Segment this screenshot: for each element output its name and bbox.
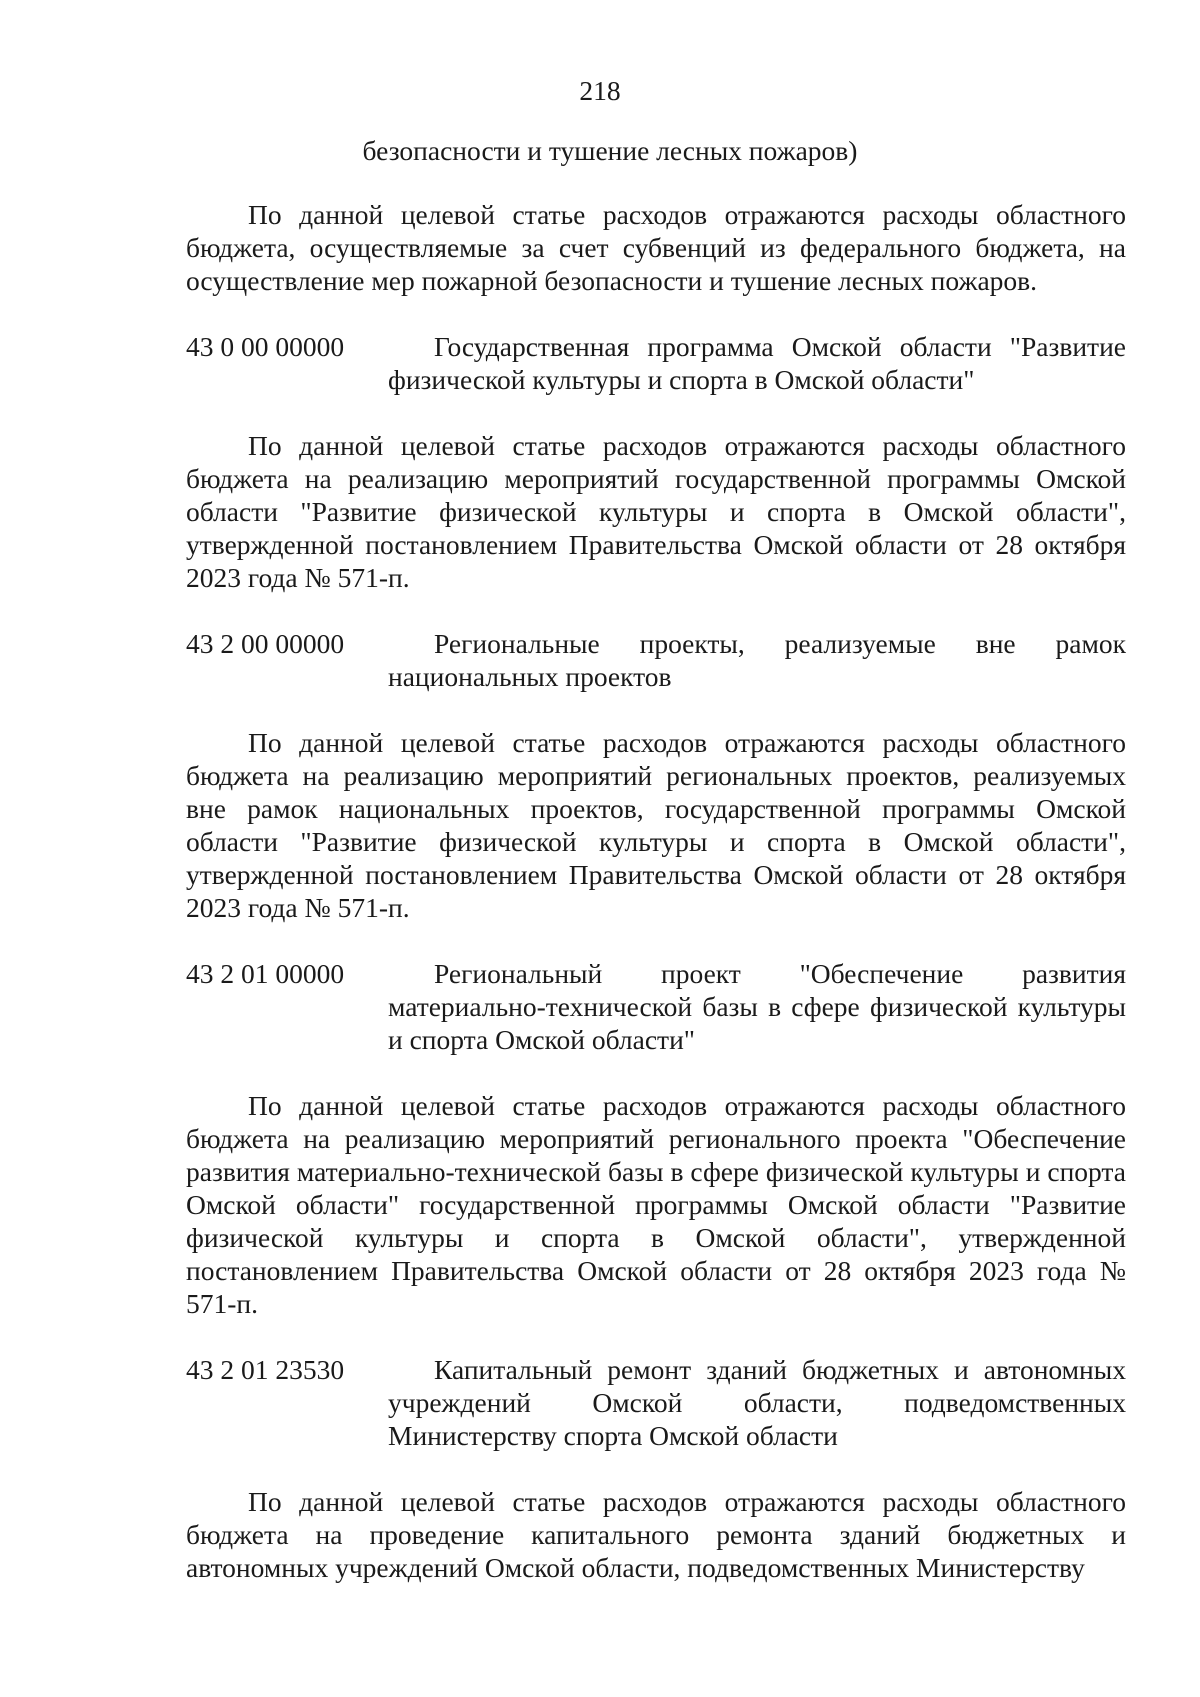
continued-title: безопасности и тушение лесных пожаров): [362, 135, 858, 166]
intro-paragraph: По данной целевой статье расходов отражаются расходы областного бюджета, осуществляемые за счет субвенций из федерального бюджета, на осуществление мер пожарной безопасности и тушение лесных пожаров.: [186, 199, 1126, 296]
budget-entry: [186, 627, 1126, 693]
budget-entry: [186, 1353, 1126, 1452]
entry-title: Государственная программа Омской области "Развитие физической культуры и спорта в Омской области": [388, 331, 1126, 395]
entry-description: По данной целевой статье расходов отражаются расходы областного бюджета на реализацию мероприятий регионального проекта "Обеспечение развития материально-технической базы в сфере физической культуры и спорта Омской области" государственной программы Омской области "Развитие физической культуры и спорта в Омской области", утвержденной постановлением Правительства Омской области от 28 октября 2023 года № 571-п.: [186, 1090, 1126, 1319]
entry-title: Региональные проекты, реализуемые вне рамок национальных проектов: [388, 628, 1126, 692]
entry-title: Региональный проект "Обеспечение развития материально-технической базы в сфере физической культуры и спорта Омской области": [388, 958, 1126, 1055]
entry-code: 43 2 01 23530: [186, 1354, 345, 1385]
entry-description: По данной целевой статье расходов отражаются расходы областного бюджета на реализацию мероприятий региональных проектов, реализуемых вне рамок национальных проектов, государственной программы Омской области "Развитие физической культуры и спорта в Омской области", утвержденной постановлением Правительства Омской области от 28 октября 2023 года № 571-п.: [186, 727, 1126, 923]
entry-code: 43 0 00 00000: [186, 331, 345, 362]
document-body: [186, 198, 1126, 1584]
entry-description: По данной целевой статье расходов отражаются расходы областного бюджета на проведение капитального ремонта зданий бюджетных и автономных учреждений Омской области, подведомственных Министерству: [186, 1486, 1126, 1583]
entry-description: По данной целевой статье расходов отражаются расходы областного бюджета на реализацию мероприятий государственной программы Омской области "Развитие физической культуры и спорта в Омской области", утвержденной постановлением Правительства Омской области от 28 октября 2023 года № 571-п.: [186, 430, 1126, 593]
entry-title: Капитальный ремонт зданий бюджетных и автономных учреждений Омской области, подведомственных Министерству спорта Омской области: [388, 1354, 1126, 1451]
entry-code: 43 2 00 00000: [186, 628, 345, 659]
page-number: 218: [579, 75, 621, 106]
entry-code: 43 2 01 00000: [186, 958, 345, 989]
budget-entry: [186, 330, 1126, 396]
budget-entry: [186, 957, 1126, 1056]
